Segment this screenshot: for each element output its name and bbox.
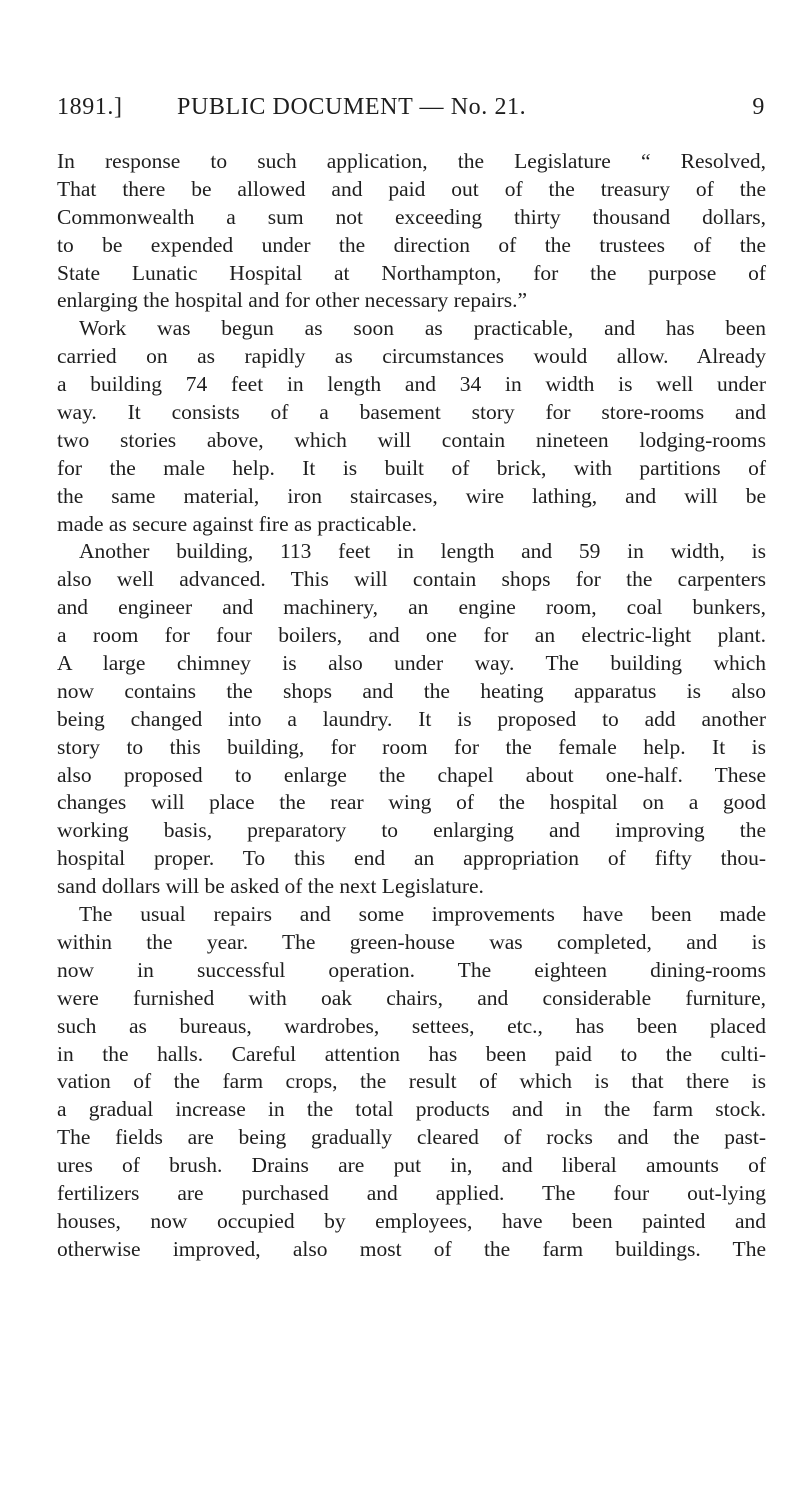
text-line: two stories above, which will contain nineteen lodging-rooms xyxy=(57,427,766,452)
text-line: a room for four boilers, and one for an electric-light plant. xyxy=(57,623,766,648)
text-line: Work was begun as soon as practicable, and has been xyxy=(79,316,766,341)
text-line: houses, now occupied by employees, have been painted and xyxy=(57,1208,766,1233)
text-line: enlarging the hospital and for other necessary repairs.” xyxy=(57,288,528,313)
text-line: made as secure against fire as practicable. xyxy=(57,511,417,536)
text-line: hospital proper. To this end an appropriation of fifty thou- xyxy=(57,846,766,871)
text-line: A large chimney is also under way. The building which xyxy=(57,651,766,676)
text-line: the same material, iron staircases, wire lathing, and will be xyxy=(57,483,766,508)
text-line: Commonwealth a sum not exceeding thirty thousand dollars, xyxy=(57,204,766,229)
text-line: working basis, preparatory to enlarging and improving the xyxy=(57,818,766,843)
page-number: 9 xyxy=(752,94,765,120)
text-line: a gradual increase in the total products and in the farm stock. xyxy=(57,1097,766,1122)
text-line: story to this building, for room for the female help. It is xyxy=(57,734,766,759)
text-line: also well advanced. This will contain shops for the carpenters xyxy=(57,567,766,592)
text-line: That there be allowed and paid out of the treasury of the xyxy=(57,176,766,201)
text-line: The usual repairs and some improvements have been made xyxy=(79,902,766,927)
text-line: such as bureaus, wardrobes, settees, etc., has been placed xyxy=(57,1013,766,1038)
text-line: to be expended under the direction of the trustees of the xyxy=(57,232,766,257)
text-line: otherwise improved, also most of the farm buildings. The xyxy=(57,1236,766,1261)
text-line: in the halls. Careful attention has been paid to the culti- xyxy=(57,1041,766,1066)
text-line: sand dollars will be asked of the next Legislature. xyxy=(57,874,484,899)
text-line: also proposed to enlarge the chapel about one-half. These xyxy=(57,762,766,787)
text-line: State Lunatic Hospital at Northampton, for the purpose of xyxy=(57,260,766,285)
text-line: now contains the shops and the heating apparatus is also xyxy=(57,678,766,703)
text-line: way. It consists of a basement story for store-rooms and xyxy=(57,400,766,425)
text-line: In response to such application, the Legislature “ Resolved, xyxy=(57,149,766,173)
header-title: PUBLIC DOCUMENT — No. 21. xyxy=(177,94,527,120)
text-line: The fields are being gradually cleared of rocks and the past- xyxy=(57,1125,766,1150)
text-line: were furnished with oak chairs, and considerable furniture, xyxy=(57,985,766,1010)
text-line: a building 74 feet in length and 34 in width is well under xyxy=(57,372,766,397)
running-header xyxy=(57,92,765,122)
text-line: Another building, 113 feet in length and 59 in width, is xyxy=(79,539,766,564)
body-text xyxy=(57,148,766,1264)
header-year: 1891.] xyxy=(57,94,123,120)
text-line: now in successful operation. The eighteen dining-rooms xyxy=(57,957,766,982)
text-line: carried on as rapidly as circumstances would allow. Already xyxy=(57,344,766,369)
text-line: being changed into a laundry. It is proposed to add another xyxy=(57,706,766,731)
text-line: vation of the farm crops, the result of which is that there is xyxy=(57,1069,766,1094)
text-line: for the male help. It is built of brick, with partitions of xyxy=(57,455,766,480)
text-line: changes will place the rear wing of the hospital on a good xyxy=(57,790,766,815)
text-line: ures of brush. Drains are put in, and liberal amounts of xyxy=(57,1153,766,1178)
text-line: and engineer and machinery, an engine room, coal bunkers, xyxy=(57,595,766,620)
text-line: fertilizers are purchased and applied. The four out-lying xyxy=(57,1180,766,1205)
text-line: within the year. The green-house was completed, and is xyxy=(57,929,766,954)
